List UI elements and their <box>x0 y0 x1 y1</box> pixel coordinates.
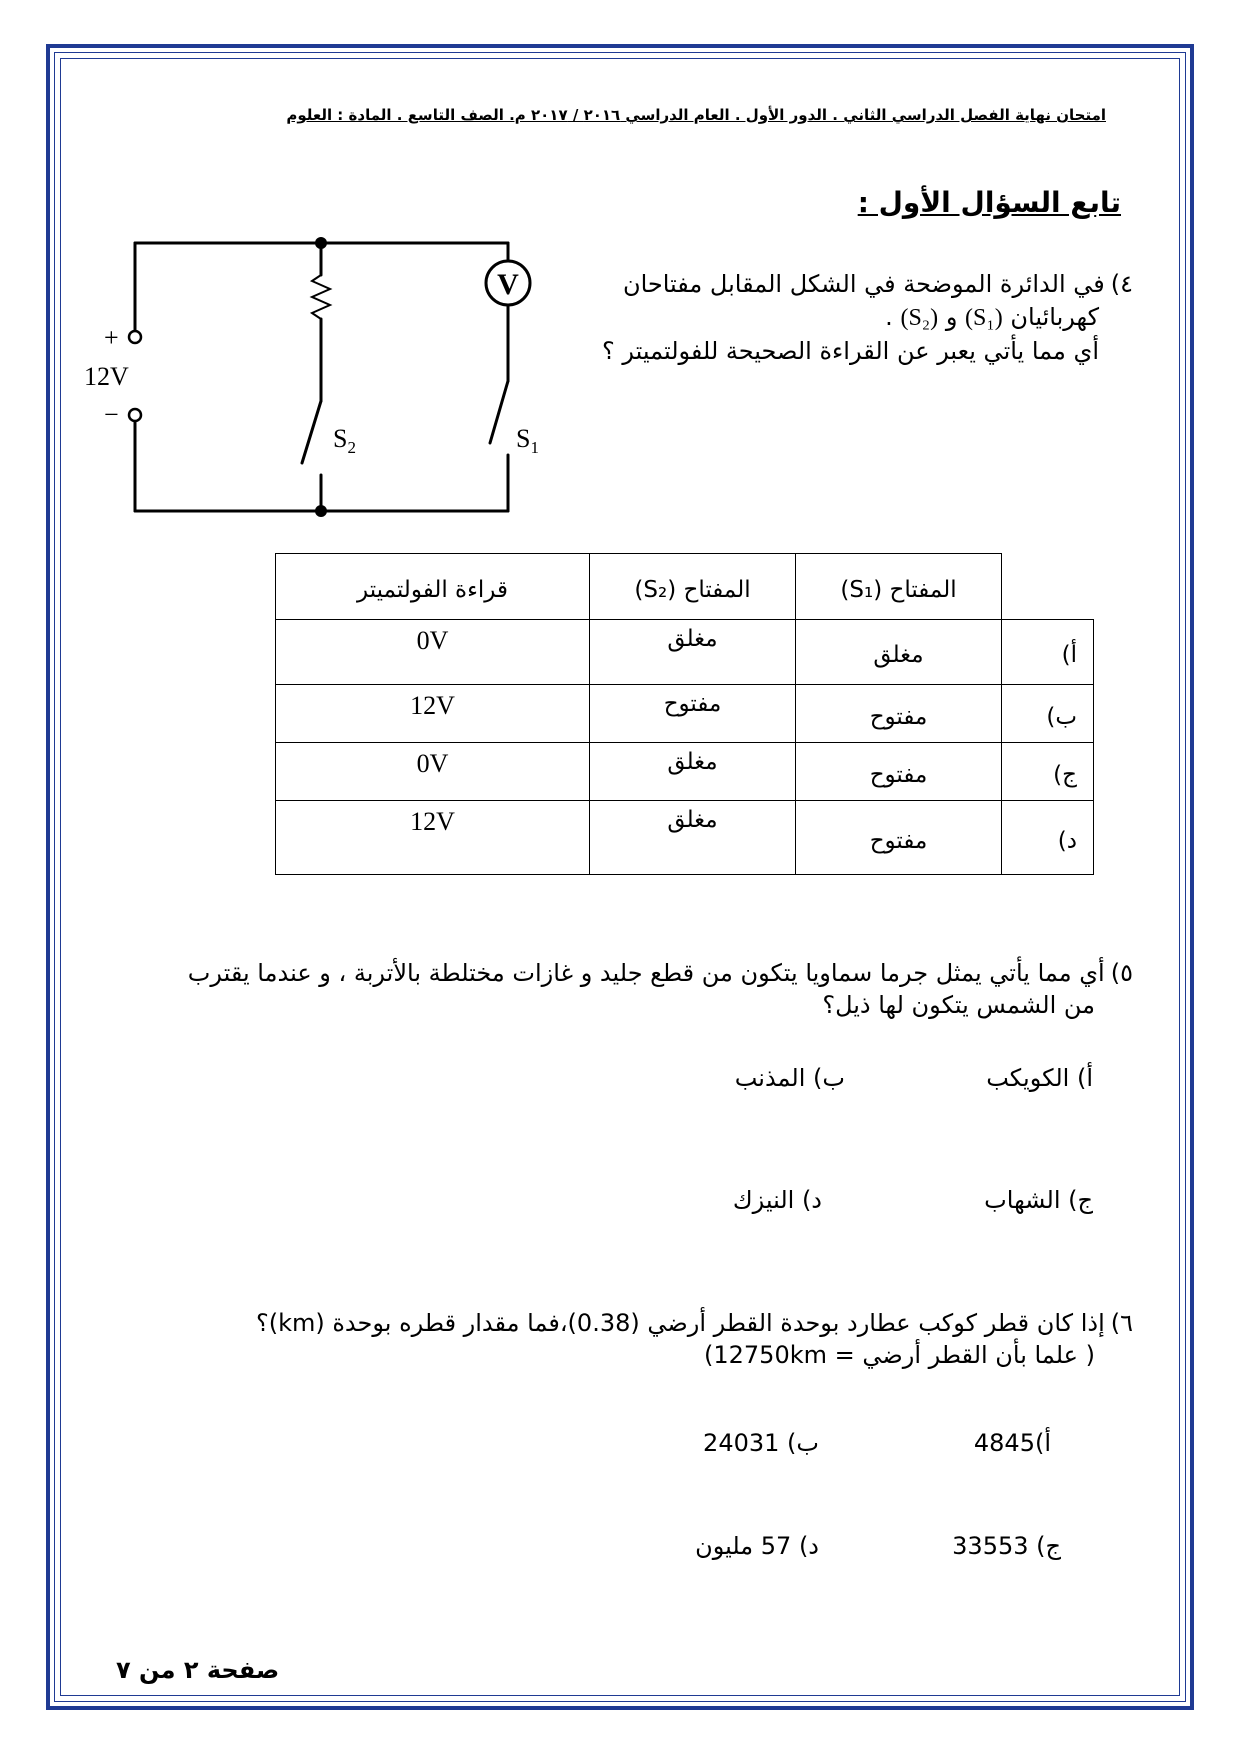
row-label: ج) <box>1002 743 1094 801</box>
question-4-text: في الدائرة الموضحة في الشكل المقابل مفتاحان <box>622 270 1105 298</box>
terminal-negative <box>129 409 141 421</box>
page-number: صفحة ٢ من ٧ <box>116 1656 280 1684</box>
resistor <box>312 275 330 319</box>
q5-option-b: ب) المذنب <box>734 1064 845 1092</box>
terminal-plus-sign: + <box>104 323 119 352</box>
q5-option-c: ج) الشهاب <box>984 1186 1093 1214</box>
row-s1: مغلق <box>796 620 1002 685</box>
row-s2: مفتوح <box>590 685 796 743</box>
table-header-row <box>276 554 1094 620</box>
question-4-line1 <box>523 268 1133 301</box>
question-5-number: ٥) <box>1110 959 1133 987</box>
q6-option-c: ج) 33553 <box>952 1532 1061 1560</box>
row-reading: 0V <box>276 743 590 801</box>
row-s2: مغلق <box>590 743 796 801</box>
row-s2: مغلق <box>590 620 796 685</box>
circuit-diagram <box>80 225 550 530</box>
table-row <box>276 620 1094 685</box>
question-5 <box>101 957 1133 1021</box>
table-row <box>276 685 1094 743</box>
question-6-line2: ( علما بأن القطر أرضي = 12750km) <box>703 1341 1095 1369</box>
switch-s2-blade <box>302 401 321 463</box>
section-title: تابع السؤال الأول : <box>857 186 1121 219</box>
q5-option-a: أ) الكويكب <box>986 1064 1093 1092</box>
question-4-line3: أي مما يأتي يعبر عن القراءة الصحيحة للفولتميتر ؟ <box>601 337 1099 365</box>
q6-option-a: أ)4845 <box>973 1429 1051 1457</box>
question-6-text: إذا كان قطر كوكب عطارد بوحدة القطر أرضي (0.38)،فما مقدار قطره بوحدة (km)؟ <box>255 1309 1105 1337</box>
q5-option-d: د) النيزك <box>732 1186 822 1214</box>
row-s1: مفتوح <box>796 801 1002 875</box>
question-4-switches-word: كهربائيان <box>1010 303 1099 331</box>
source-voltage-label: 12V <box>84 362 129 391</box>
switch-s1-label: $S_1$ <box>516 424 539 457</box>
header-s1: المفتاح (S₁) <box>796 554 1002 620</box>
question-6-number: ٦) <box>1110 1309 1133 1337</box>
row-reading: 12V <box>276 685 590 743</box>
row-reading: 12V <box>276 801 590 875</box>
terminal-minus-sign: − <box>104 400 119 429</box>
question-4-s2: (S₂) <box>900 305 939 331</box>
answer-table <box>275 553 1094 875</box>
row-label: د) <box>1002 801 1094 875</box>
question-6 <box>173 1307 1133 1371</box>
voltmeter-symbol: V <box>497 268 519 301</box>
row-label: أ) <box>1002 620 1094 685</box>
table-row <box>276 801 1094 875</box>
junction-dot-bottom <box>315 505 327 517</box>
question-4-s1: (S₁) <box>965 305 1003 331</box>
question-4-line2 <box>523 301 1133 335</box>
switch-s2-label: $S_2$ <box>333 424 356 457</box>
question-4 <box>523 268 1133 368</box>
row-s1: مفتوح <box>796 743 1002 801</box>
question-5-text: أي مما يأتي يمثل جرما سماويا يتكون من قطع جليد و غازات مختلطة بالأتربة ، و عندما يقترب <box>187 959 1105 987</box>
question-6-line1 <box>173 1307 1133 1339</box>
table-row <box>276 743 1094 801</box>
row-reading: 0V <box>276 620 590 685</box>
junction-dot-top <box>315 237 327 249</box>
exam-header: امتحان نهاية الفصل الدراسي الثاني . الدور الأول . العام الدراسي ٢٠١٦ / ٢٠١٧ م. الصف التاسع . المادة : العلوم <box>286 106 1106 124</box>
q6-option-d: د) 57 مليون <box>695 1532 819 1560</box>
question-5-line2: من الشمس يتكون لها ذيل؟ <box>822 991 1095 1019</box>
header-s2: المفتاح (S₂) <box>590 554 796 620</box>
switch-s1-blade <box>490 381 508 443</box>
q6-option-b: ب) 24031 <box>703 1429 819 1457</box>
question-4-period: . <box>885 303 893 331</box>
row-s1: مفتوح <box>796 685 1002 743</box>
row-label: ب) <box>1002 685 1094 743</box>
row-s2: مغلق <box>590 801 796 875</box>
table-corner-cell <box>1002 554 1094 620</box>
question-4-number: ٤) <box>1110 270 1133 298</box>
header-reading: قراءة الفولتميتر <box>276 554 590 620</box>
question-4-conj: و <box>945 303 958 331</box>
terminal-positive <box>129 331 141 343</box>
question-5-line1 <box>101 957 1133 989</box>
